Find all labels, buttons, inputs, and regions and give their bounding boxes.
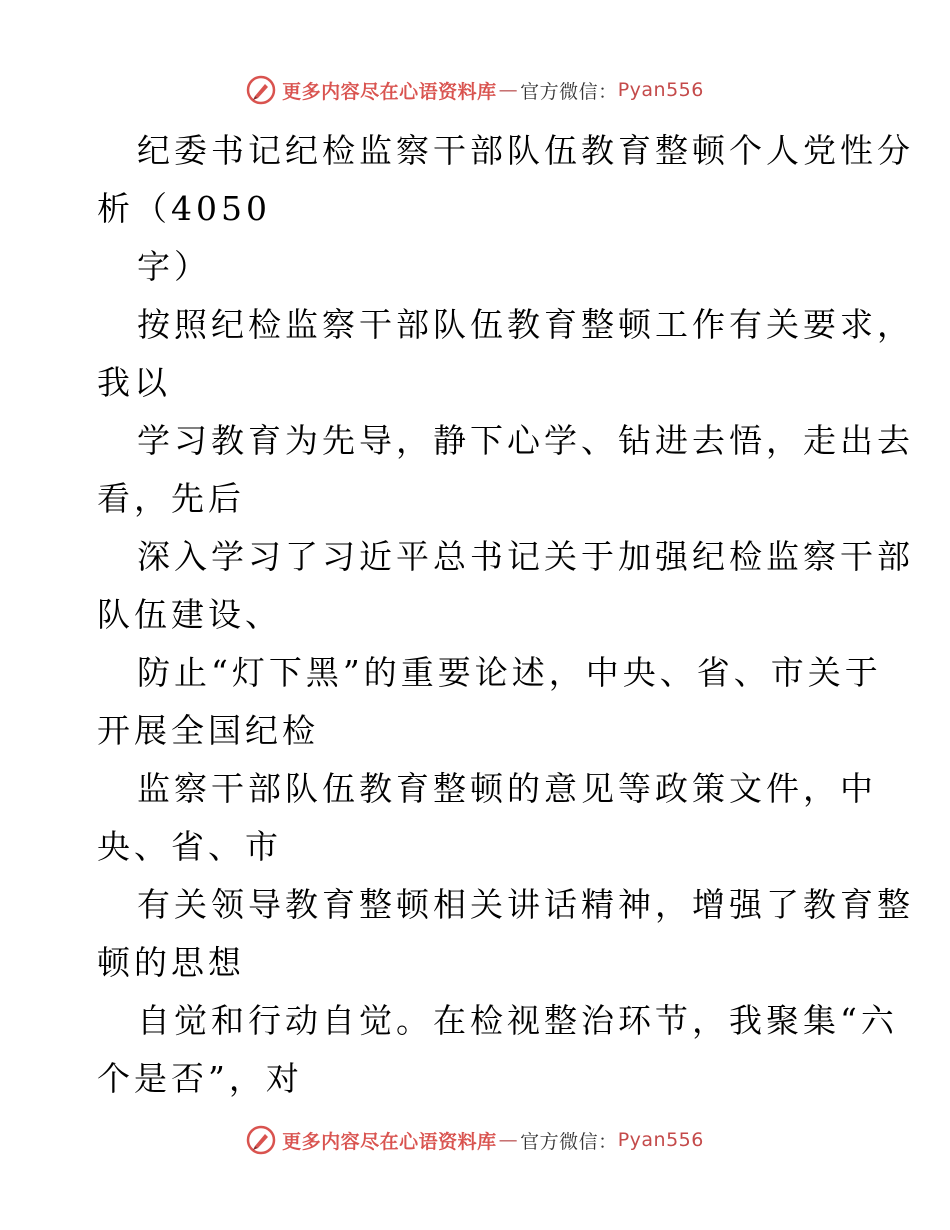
body-line: 自觉和行动自觉。在检视整治环节，我聚集“六 [137,1001,898,1040]
document-body [97,122,914,1108]
body-line: 纪委书记纪检监察干部队伍教育整顿个人党性分 [137,131,914,170]
pen-logo-icon [246,1125,276,1155]
watermark-official-label: 官方微信： [520,80,618,103]
body-line: 监察干部队伍教育整顿的意见等政策文件，中 [137,769,877,808]
body-line: 学习教育为先导，静下心学、钻进去悟，走出去 [137,421,914,460]
body-line: 深入学习了习近平总书记关于加强纪检监察干部 [137,537,914,576]
body-line: 看，先后 [97,479,245,518]
body-line: 开展全国纪检 [97,711,319,750]
body-line: 央、省、市 [97,827,282,866]
body-line: 字） [137,247,211,286]
watermark-separator: — [498,1129,519,1151]
watermark-site-name: 更多内容尽在心语资料库 [282,80,497,103]
body-line: 个是否”，对 [97,1059,303,1098]
watermark-separator: — [498,79,519,101]
body-line: 按照纪检监察干部队伍教育整顿工作有关要求， [137,305,914,344]
header-watermark [0,70,950,110]
watermark-wechat-id: Pyan556 [617,1129,704,1151]
footer-watermark [0,1120,950,1160]
body-line: 顿的思想 [97,943,245,982]
body-line: 有关领导教育整顿相关讲话精神，增强了教育整 [137,885,914,924]
body-line: 队伍建设、 [97,595,282,634]
watermark-wechat-id: Pyan556 [617,79,704,101]
body-line: 析（4050 [97,189,271,228]
watermark-site-name: 更多内容尽在心语资料库 [282,1130,497,1153]
pen-logo-icon [246,75,276,105]
body-line: 防止“灯下黑”的重要论述，中央、省、市关于 [137,653,882,692]
body-line: 我以 [97,363,171,402]
watermark-official-label: 官方微信： [520,1130,618,1153]
